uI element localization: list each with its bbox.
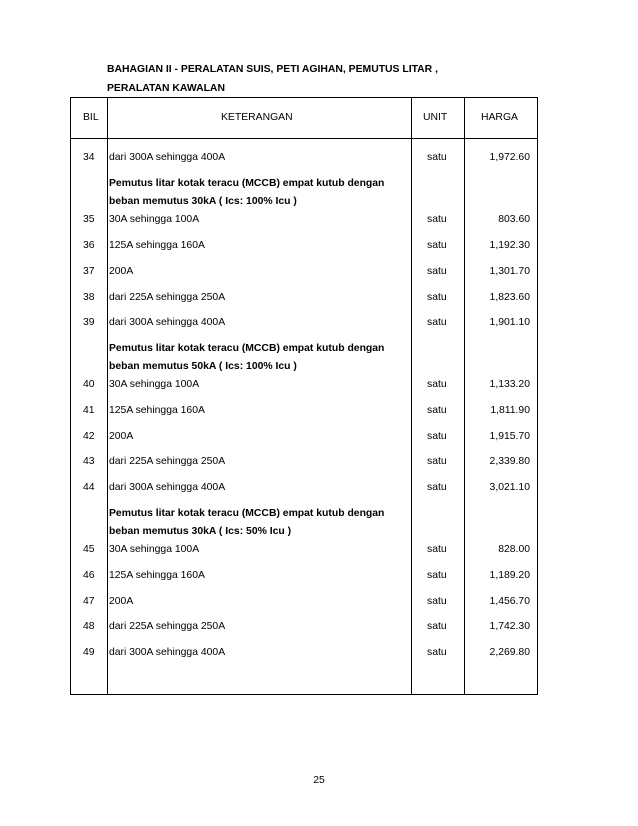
row-desc: 125A sehingga 160A: [109, 240, 205, 251]
section-title-line1: BAHAGIAN II - PERALATAN SUIS, PETI AGIHAN, PEMUTUS LITAR ,: [107, 64, 438, 75]
row-bil: 40: [83, 379, 95, 390]
row-bil: 35: [83, 214, 95, 225]
row-desc: 30A sehingga 100A: [109, 379, 200, 390]
group-heading-line2: beban memutus 50kA ( Ics: 100% Icu ): [109, 361, 297, 372]
row-desc: 200A: [109, 596, 134, 607]
group-heading: [109, 175, 384, 211]
row-unit: satu: [427, 544, 447, 555]
row-desc: dari 225A sehingga 250A: [109, 456, 226, 467]
row-desc: dari 300A sehingga 400A: [109, 152, 226, 163]
row-bil: 36: [83, 240, 95, 251]
group-heading: [109, 340, 384, 376]
row-harga: 2,269.80: [489, 647, 530, 658]
row-unit: satu: [427, 240, 447, 251]
row-harga: 803.60: [498, 214, 530, 225]
column-divider: [107, 98, 108, 694]
row-harga: 2,339.80: [489, 456, 530, 467]
row-desc: 30A sehingga 100A: [109, 544, 200, 555]
row-bil: 47: [83, 596, 95, 607]
row-bil: 39: [83, 317, 95, 328]
row-bil: 46: [83, 570, 95, 581]
row-desc: dari 300A sehingga 400A: [109, 647, 226, 658]
row-harga: 1,192.30: [489, 240, 530, 251]
row-unit: satu: [427, 596, 447, 607]
row-harga: 1,456.70: [489, 596, 530, 607]
section-title-line2: PERALATAN KAWALAN: [107, 83, 225, 94]
row-desc: 30A sehingga 100A: [109, 214, 200, 225]
row-unit: satu: [427, 214, 447, 225]
section-title: [107, 60, 527, 98]
row-harga: 1,811.90: [490, 405, 530, 416]
row-harga: 3,021.10: [489, 482, 530, 493]
row-desc: dari 225A sehingga 250A: [109, 621, 226, 632]
row-desc: dari 300A sehingga 400A: [109, 482, 226, 493]
row-bil: 41: [83, 405, 95, 416]
row-unit: satu: [427, 647, 447, 658]
column-divider: [411, 98, 412, 694]
row-harga: 1,972.60: [489, 152, 530, 163]
row-desc: 200A: [109, 266, 134, 277]
group-heading-line1: Pemutus litar kotak teracu (MCCB) empat kutub dengan: [109, 343, 385, 354]
row-harga: 1,742.30: [489, 621, 530, 632]
header-keterangan: KETERANGAN: [221, 112, 293, 123]
row-unit: satu: [427, 152, 447, 163]
row-harga: 1,901.10: [489, 317, 530, 328]
row-bil: 38: [83, 292, 95, 303]
row-unit: satu: [427, 621, 447, 632]
row-unit: satu: [427, 266, 447, 277]
header-unit: UNIT: [423, 112, 448, 123]
group-heading-line2: beban memutus 30kA ( Ics: 100% Icu ): [109, 196, 297, 207]
row-bil: 49: [83, 647, 95, 658]
row-bil: 34: [83, 152, 95, 163]
row-unit: satu: [427, 570, 447, 581]
row-desc: 125A sehingga 160A: [109, 570, 205, 581]
row-desc: 200A: [109, 431, 134, 442]
row-unit: satu: [427, 431, 447, 442]
column-divider: [464, 98, 465, 694]
row-unit: satu: [427, 456, 447, 467]
group-heading-line2: beban memutus 30kA ( Ics: 50% Icu ): [109, 526, 292, 537]
row-bil: 48: [83, 621, 95, 632]
price-table: [70, 97, 538, 695]
group-heading-line1: Pemutus litar kotak teracu (MCCB) empat kutub dengan: [109, 178, 385, 189]
row-harga: 1,133.20: [489, 379, 530, 390]
group-heading-line1: Pemutus litar kotak teracu (MCCB) empat kutub dengan: [109, 508, 385, 519]
header-harga: HARGA: [481, 112, 518, 123]
row-desc: 125A sehingga 160A: [109, 405, 205, 416]
row-unit: satu: [427, 379, 447, 390]
page-number: 25: [313, 775, 325, 786]
row-unit: satu: [427, 405, 447, 416]
row-harga: 1,823.60: [489, 292, 530, 303]
row-bil: 45: [83, 544, 95, 555]
row-harga: 1,915.70: [489, 431, 530, 442]
row-bil: 42: [83, 431, 95, 442]
row-desc: dari 300A sehingga 400A: [109, 317, 226, 328]
row-desc: dari 225A sehingga 250A: [109, 292, 226, 303]
row-unit: satu: [427, 317, 447, 328]
header-bil: BIL: [83, 112, 99, 123]
row-unit: satu: [427, 292, 447, 303]
row-harga: 828.00: [498, 544, 530, 555]
row-harga: 1,189.20: [489, 570, 530, 581]
group-heading: [109, 505, 384, 541]
header-divider: [71, 138, 537, 139]
row-bil: 37: [83, 266, 95, 277]
row-bil: 44: [83, 482, 95, 493]
row-harga: 1,301.70: [489, 266, 530, 277]
row-bil: 43: [83, 456, 95, 467]
row-unit: satu: [427, 482, 447, 493]
